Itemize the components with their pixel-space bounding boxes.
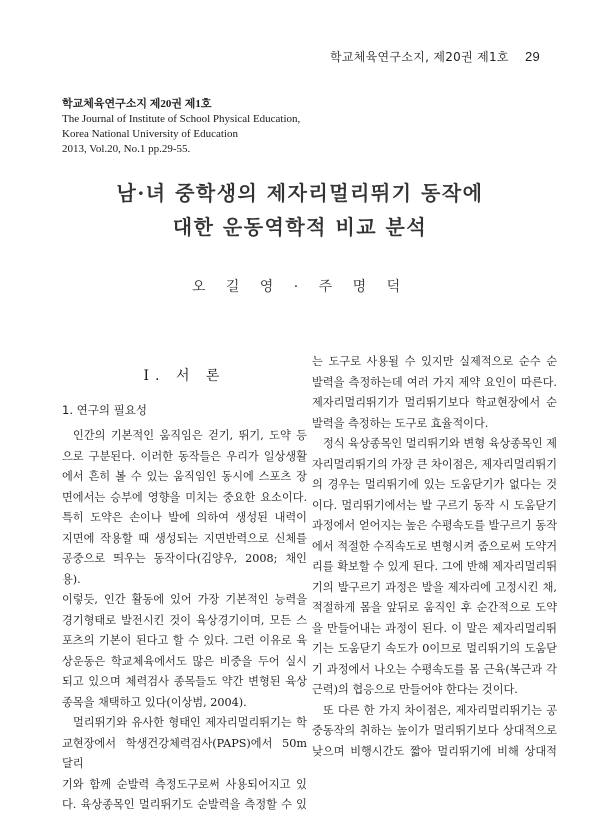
body-line: 면에서는 승부에 영향을 미치는 중요한 요소이다. xyxy=(62,490,307,504)
body-line: 는 도구로 사용될 수 있지만 실제적으로 순수 순 xyxy=(312,355,557,368)
body-line: 으로 구분된다. 이러한 동작들은 우리가 일상생활 xyxy=(62,449,307,463)
body-line: 경기형태로 발전시킨 것이 육상경기이며, 모든 스 xyxy=(62,613,307,627)
body-line: 을 만들어내는 과정이 된다. 이 말은 제자리멀리뛰 xyxy=(312,621,557,635)
body-line: 다. 육상종목인 멀리뛰기도 순발력을 측정할 수 있 xyxy=(62,798,307,811)
body-line: 중동작의 취하는 높이가 멀리뛰기보다 상대적으로 xyxy=(312,724,557,737)
body-line: 특히 도약은 손이나 발에 의하여 생성된 내력이 xyxy=(62,511,307,524)
right-column xyxy=(312,352,557,762)
body-line: 이렇듯, 인간 활동에 있어 가장 기본적인 능력을 xyxy=(62,593,307,606)
page-number: 29 xyxy=(524,49,540,64)
body-line: 과정에서 얻어지는 높은 수평속도를 발구르기 동작 xyxy=(312,519,557,532)
body-line: 기의 발구르기 과정은 발을 제자리에 고정시킨 채, xyxy=(312,580,557,594)
body-line: 에서 흔히 볼 수 있는 움직임인 동시에 스포츠 장 xyxy=(62,470,307,483)
body-line: 리를 확보할 수 있게 된다. 그에 반해 제자리멀리뛰 xyxy=(312,560,557,573)
section-heading: Ⅰ. 서 론 xyxy=(143,368,226,384)
body-line: 포츠의 기본이 된다고 할 수 있다. 그런 이유로 육 xyxy=(62,634,307,647)
journal-institution: Korea National University of Education xyxy=(62,128,238,140)
body-line: 근력)의 협응으로 만들어야 한다는 것이다. xyxy=(312,683,518,696)
body-line: 발력을 측정하는데 여러 가지 제약 요인이 따른다. xyxy=(312,375,557,389)
body-line: 기 과정에서 나오는 수평속도를 몸 근육(복근과 각 xyxy=(312,662,557,676)
body-line: 공중으로 띄우는 동작이다(김양우, 2008; 채인용). xyxy=(62,552,307,586)
journal-citation: 2013, Vol.20, No.1 pp.29-55. xyxy=(62,143,191,155)
body-line: 제자리멀리뛰기가 멀리뛰기보다 학교현장에서 순 xyxy=(312,396,557,409)
body-line: 종목을 채택하고 있다(이상범, 2004). xyxy=(62,695,247,709)
body-line: 상운동은 학교체육에서도 많은 비중을 두어 실시 xyxy=(62,654,307,668)
paper-authors: 오 길 영 · 주 명 덕 xyxy=(191,279,409,295)
body-line: 자리멀리뛰기의 가장 큰 차이점은, 제자리멀리뛰기 xyxy=(312,457,557,471)
body-line: 되고 있으며 체력검사 종목들도 약간 변형된 육상 xyxy=(62,675,307,688)
body-line: 인간의 기본적인 움직임은 걷기, 뛰기, 도약 등 xyxy=(73,429,307,442)
body-line: 에서 적절한 수직속도로 변형시켜 줌으로써 도약거 xyxy=(312,539,557,553)
paper-title-line-2: 대한 운동역학적 비교 분석 xyxy=(172,215,428,239)
body-line: 멀리뛰기와 유사한 형태인 제자리멀리뛰기는 학 xyxy=(73,716,307,729)
body-line: 발력을 측정하는 도구로 효율적이다. xyxy=(312,416,489,430)
journal-title-korean: 학교체육연구소지 제20권 제1호 xyxy=(62,98,212,110)
body-line: 지면에 작용할 때 생성되는 지면반력으로 신체를 xyxy=(62,531,307,545)
body-line: 낮으며 비행시간도 짧아 멀리뛰기에 비해 상대적 xyxy=(312,744,557,758)
right-column-body xyxy=(312,352,557,762)
body-line: 교현장에서 학생건강체력검사(PAPS)에서 50m 달리 xyxy=(62,736,307,770)
running-head xyxy=(330,48,540,65)
subsection-heading: 1. 연구의 필요성 xyxy=(62,403,147,417)
body-line: 적절하게 몸을 앞뒤로 움직인 후 순간적으로 도약 xyxy=(312,601,557,614)
paper-title-line-1: 남·녀 중학생의 제자리멀리뛰기 동작에 xyxy=(116,181,484,205)
body-line: 또 다른 한 가지 차이점은, 제자리멀리뛰기는 공 xyxy=(323,703,557,717)
running-head-journal: 학교체육연구소지, 제20권 제1호 xyxy=(329,50,509,64)
journal-title-english: The Journal of Institute of School Physical Education, xyxy=(62,113,301,125)
left-column-body xyxy=(62,426,307,816)
body-line: 기는 도움닫기 속도가 0이므로 멀리뛰기의 도움닫 xyxy=(312,642,557,655)
journal-info xyxy=(62,97,300,157)
body-line: 기와 함께 순발력 측정도구로써 사용되어지고 있 xyxy=(62,777,307,791)
body-line: 의 경우는 멀리뛰기에 있는 도움닫기가 없다는 것 xyxy=(312,478,557,491)
paper-title xyxy=(0,176,600,244)
left-column xyxy=(62,352,307,816)
body-line: 이다. 멀리뛰기에서는 발 구르기 동작 시 도움닫기 xyxy=(312,498,557,512)
body-line: 정식 육상종목인 멀리뛰기와 변형 육상종목인 제 xyxy=(323,437,557,450)
